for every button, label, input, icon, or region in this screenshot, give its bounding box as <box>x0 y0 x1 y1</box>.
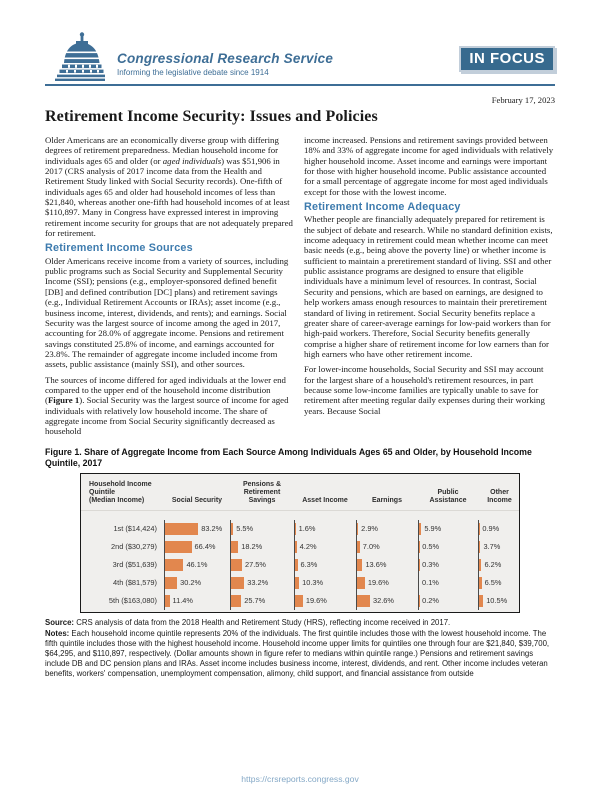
quintile-label: 2nd ($30,279) <box>81 538 164 556</box>
value-label: 6.3% <box>301 560 318 569</box>
value-label: 6.2% <box>484 560 501 569</box>
bar-row <box>165 556 230 574</box>
document-page <box>0 33 600 678</box>
value-bar <box>479 541 480 553</box>
value-bar <box>231 559 242 571</box>
bar-row <box>357 574 418 592</box>
chart-row-header: Household Income Quintile (Median Income) <box>81 481 164 505</box>
bar-row <box>479 592 521 610</box>
paragraph: Older Americans receive income from a variety of sources, including public programs such as Social Security and Supplemental Security Income (SSI); pensions (e.g., employer-sponsored defined benefit [DB] and defined contribution [DC] plans) and retirement savings (e.g., Individual Retirement Accounts or IRAs); asset income (e.g., business income, interest, dividends, and rents); and earnings. Social Security was the largest source of income among the aged in 2017, accounting for 28.0% of aggregate income. Pensions and retirement savings constituted 25.8% of income, and earnings accounted for 23.8%. The remainder of aggregate income included income from assets, public assistance (mainly SSI), and other sources. <box>45 256 296 370</box>
quintile-label: 1st ($14,424) <box>81 520 164 538</box>
value-label: 30.2% <box>180 578 201 587</box>
chart-body <box>81 520 519 610</box>
column-header: Pensions & Retirement Savings <box>230 481 294 505</box>
value-label: 0.3% <box>422 560 439 569</box>
value-label: 11.4% <box>173 596 193 605</box>
value-bar <box>295 523 296 535</box>
org-tagline: Informing the legislative debate since 1914 <box>117 68 333 77</box>
value-label: 6.5% <box>485 578 502 587</box>
value-label: 19.6% <box>306 596 327 605</box>
bar-row <box>419 574 478 592</box>
bar-row <box>357 592 418 610</box>
chart-column-social-security <box>164 520 230 610</box>
left-column <box>45 135 296 442</box>
value-label: 18.2% <box>241 542 262 551</box>
value-bar <box>165 559 183 571</box>
value-label: 0.5% <box>422 542 439 551</box>
bar-row <box>231 556 294 574</box>
quintile-label: 5th ($163,080) <box>81 592 164 610</box>
value-label: 1.6% <box>299 524 316 533</box>
bar-row <box>165 592 230 610</box>
value-label: 5.5% <box>236 524 253 533</box>
value-bar <box>231 541 238 553</box>
value-bar <box>357 559 362 571</box>
value-label: 7.0% <box>363 542 380 551</box>
bar-row <box>231 574 294 592</box>
figure-source: Source: CRS analysis of data from the 2018 Health and Retirement Study (HRS), reflecting income received in 2017. <box>45 618 555 628</box>
value-label: 0.9% <box>482 524 499 533</box>
bar-row <box>357 556 418 574</box>
chart-column-other-income <box>478 520 521 610</box>
bar-row <box>357 538 418 556</box>
value-label: 66.4% <box>195 542 216 551</box>
figure-caption: Figure 1. Share of Aggregate Income from Each Source Among Individuals Ages 65 and Older, by Household Income Quintile, 2017 <box>45 447 555 469</box>
value-label: 46.1% <box>186 560 207 569</box>
body-columns <box>45 135 555 442</box>
value-bar <box>419 523 421 535</box>
value-bar <box>357 523 358 535</box>
value-bar <box>165 523 198 535</box>
value-bar <box>295 595 303 607</box>
column-header: Public Assistance <box>418 489 478 505</box>
value-bar <box>165 541 192 553</box>
bar-row <box>231 538 294 556</box>
value-bar <box>231 577 244 589</box>
bar-row <box>357 520 418 538</box>
section-heading-retirement-income-sources: Retirement Income Sources <box>45 243 296 253</box>
value-label: 4.2% <box>300 542 317 551</box>
chart-column-asset-income <box>294 520 356 610</box>
value-bar <box>357 595 370 607</box>
bar-row <box>479 520 521 538</box>
value-label: 10.3% <box>302 578 323 587</box>
section-heading-retirement-income-adequacy: Retirement Income Adequacy <box>304 202 555 212</box>
bar-row <box>295 592 356 610</box>
capitol-dome-icon <box>53 31 105 87</box>
column-header: Asset Income <box>294 497 356 505</box>
right-column <box>304 135 555 442</box>
value-bar <box>357 541 360 553</box>
value-label: 27.5% <box>245 560 266 569</box>
value-bar <box>479 577 482 589</box>
value-bar <box>231 595 241 607</box>
value-label: 10.5% <box>486 596 507 605</box>
italic-term: aged individuals <box>163 156 221 166</box>
figure-notes: Notes: Each household income quintile represents 20% of the individuals. The first quintile includes those with the lowest household income. The fifth quintile includes those with the highest household income. Household income upper limits for quintiles one through four are $21,840, $39,700, $64,295, and $110,897, respectively. (Dollar amounts shown in figure refer to medians within quintile range.) Pensions and retirement savings include DB and DC pension plans and IRAs. Asset income includes business income, interest, dividends, and rent. Other income includes veteran benefits, workers' compensation, unemployment compensation, alimony, child support, and financial assistance from outside <box>45 629 555 678</box>
bar-row <box>419 538 478 556</box>
quintile-label: 4th ($81,579) <box>81 574 164 592</box>
value-bar <box>295 541 297 553</box>
bar-row <box>165 538 230 556</box>
document-title: Retirement Income Security: Issues and Policies <box>45 108 555 126</box>
quintile-label-column <box>81 520 164 610</box>
column-header: Earnings <box>356 497 418 505</box>
org-name: Congressional Research Service <box>117 51 333 66</box>
chart-column-public-assistance <box>418 520 478 610</box>
value-label: 33.2% <box>247 578 268 587</box>
value-bar <box>357 577 365 589</box>
column-header: Social Security <box>164 497 230 505</box>
paragraph: income increased. Pensions and retirement savings provided between 18% and 33% of aggregate income for aged individuals with relatively higher household income. Asset income and earnings were important for those with higher household income. Public assistance accounted for a small percentage of aggregate income for most aged individuals except for those with the lowest income. <box>304 135 555 197</box>
bar-row <box>295 538 356 556</box>
paragraph: The sources of income differed for aged individuals at the lower end compared to the upper end of the household income distribution (Figure 1). Social Security was the largest source of income for aged individuals with relatively low household income. The share of aggregate income from Social Security significantly decreased as household <box>45 375 296 437</box>
value-label: 0.1% <box>422 578 439 587</box>
figure-reference: Figure 1 <box>48 395 79 405</box>
value-label: 13.6% <box>365 560 386 569</box>
value-bar <box>165 577 177 589</box>
value-bar <box>479 559 481 571</box>
bar-row <box>295 520 356 538</box>
chart-header-row <box>81 481 519 511</box>
bar-row <box>479 574 521 592</box>
figure-1-chart <box>80 473 520 613</box>
paragraph: Older Americans are an economically diverse group with differing degrees of retirement preparedness. Median household income for individuals ages 65 and older (or aged individuals) was $51,906 in 2017 (CRS analysis of 2017 income data from the Health and Retirement Study linked with Social Security records). One-fifth of individuals ages 65 and older had household incomes of less than $21,840, whereas another one-fifth had household incomes of at least $110,897. Many in Congress have expressed interest in improving retirement income security for groups that are not adequately prepared for retirement. <box>45 135 296 238</box>
value-label: 2.9% <box>361 524 378 533</box>
value-label: 19.6% <box>368 578 389 587</box>
page-footer <box>0 769 600 787</box>
document-header <box>45 33 555 86</box>
column-header: Other Income <box>478 489 521 505</box>
value-bar <box>479 595 483 607</box>
chart-column-earnings <box>356 520 418 610</box>
bar-row <box>479 556 521 574</box>
bar-row <box>231 520 294 538</box>
paragraph: Whether people are financially adequately prepared for retirement is the subject of debate and research. While no standard definition exists, income adequacy in retirement could mean whether income can meet basic needs (e.g., being above the poverty line) or whether income is sufficient to maintain a preretirement standard of living. SSI and other public assistance programs are designed to ensure that eligible individuals have a minimum level of resources. In contrast, Social Security and pensions, which are based on earnings, are designed to help workers amass enough resources to maintain their preretirement standard of living in retirement. Social Security benefits replace a greater share of career-average earnings for low-paid workers than for high-paid workers. Therefore, Social Security benefits generally comprise a higher share of retirement income for low earners than for high earners who have other retirement income. <box>304 214 555 359</box>
value-label: 3.7% <box>483 542 500 551</box>
value-bar <box>295 559 298 571</box>
bar-row <box>479 538 521 556</box>
value-bar <box>295 577 299 589</box>
value-label: 25.7% <box>244 596 265 605</box>
quintile-label: 3rd ($51,639) <box>81 556 164 574</box>
value-label: 0.2% <box>422 596 439 605</box>
bar-row <box>231 592 294 610</box>
bar-row <box>295 556 356 574</box>
crs-brand <box>117 51 333 77</box>
value-label: 5.9% <box>424 524 441 533</box>
bar-row <box>419 592 478 610</box>
bar-row <box>419 520 478 538</box>
chart-column-pensions-retirement-savings <box>230 520 294 610</box>
crs-reports-link[interactable]: https://crsreports.congress.gov <box>241 774 359 784</box>
value-bar <box>165 595 170 607</box>
crs-capitol-logo-icon <box>53 31 105 87</box>
paragraph: For lower-income households, Social Security and SSI may account for the largest share of a household's retirement resources, in part because some low-income families are typically unable to save for retirement after meeting regular daily expenses during their working years. Because Social <box>304 364 555 416</box>
value-bar <box>231 523 233 535</box>
bar-row <box>165 520 230 538</box>
in-focus-badge: IN FOCUS <box>459 46 555 72</box>
bar-row <box>295 574 356 592</box>
value-label: 32.6% <box>373 596 394 605</box>
publication-date: February 17, 2023 <box>45 95 555 105</box>
bar-row <box>165 574 230 592</box>
value-label: 83.2% <box>201 524 222 533</box>
bar-row <box>419 556 478 574</box>
